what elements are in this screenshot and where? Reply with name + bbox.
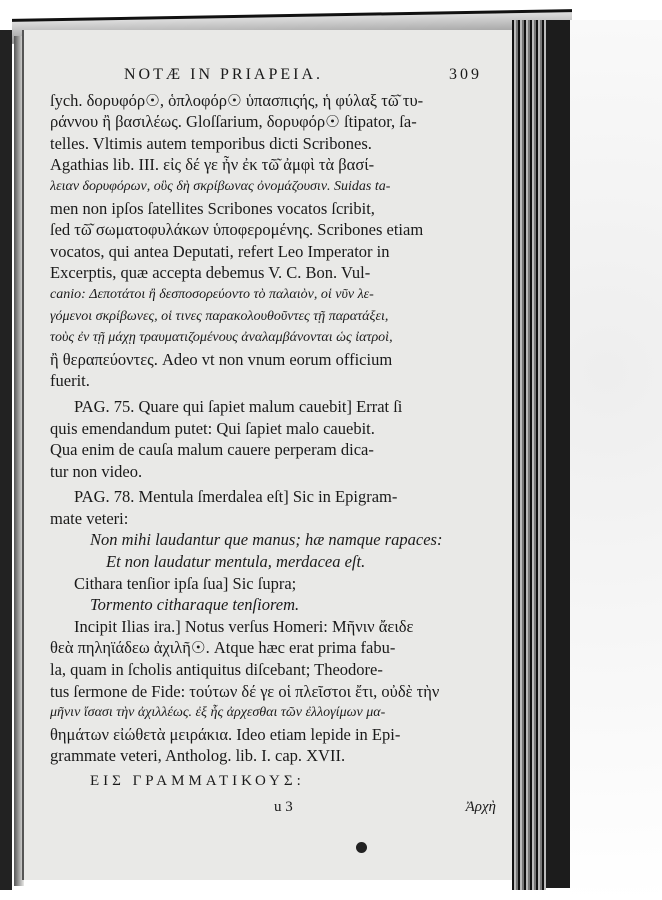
text-line: Qua enim de cauſa malum cauere perperam dica- [50,440,374,460]
text-line: θεὰ πηληϊάδεω ἀχιλῆ☉. Atque hæc erat prima fabu- [50,638,396,658]
text-line: fuerit. [50,371,90,391]
ink-spot [356,842,367,853]
book-cover-board [546,20,570,888]
running-head-title: NOTÆ IN PRIAPEIA. [124,66,323,83]
text-line: canio: Δεπoτάτοι ἢ δεσποσορεύοντο τὸ παλαιὸν, οἱ νῦν λε- [50,286,374,302]
note-pag-78: PAG. 78. Mentula ſmerdalea eſt] Sic in Epigram- [74,487,398,507]
running-head [50,64,502,86]
text-line: τοὺς ἐν τῇ μάχῃ τραυματιζομένους ἀναλαμβάνονται ὡς ἰατροὶ, [50,330,393,346]
text-line: μῆνιν ἴσασι τὴν ἀχιλλέως. ἐξ ἧς ἀρχεσθαι τῶν ἐλλογίμων μα- [50,705,386,721]
verse-line: Tormento citharaque tenſiorem. [90,595,300,615]
text-line: mate veteri: [50,508,129,528]
page-footer [50,797,502,819]
background-bleed [570,20,662,900]
verse-line: Et non laudatur mentula, merdacea eſt. [106,552,366,572]
text-line: ſed τῶ͂ σωματοφυλάκων ὑποφερομένης. Scribones etiam [50,220,424,240]
text-line: Excerptis, quæ accepta debemus V. C. Bon. Vul- [50,263,371,283]
text-line: Cithara tenſior ipſa ſua] Sic ſupra; [74,573,297,593]
text-line: γόμενοι σκρίβωνες, οἱ τινες παρακολουθοῦντες τῇ παρατάξει, [50,308,389,324]
text-line: la, quam in ſcholis antiquitus diſcebant; Theodore- [50,660,383,680]
text-line: ράννου ἢ βασιλέως. Gloſſarium, δορυφόρ☉ ſtipator, ſa- [50,112,417,132]
text-line: ἢ θεραπεύοντες. Adeo vt non vnum eorum officium [50,349,393,369]
text-line: grammate veteri, Antholog. lib. I. cap. XVII. [50,746,346,766]
section-heading: ΕΙΣ ΓΡΑΜΜΑΤΙΚΟΥΣ: [90,773,305,789]
page-edges [512,20,546,890]
text-line: men non ipſos ſatellites Scribones vocatos ſcribit, [50,198,375,218]
book-binding [0,30,12,890]
catchword: Ἀρχὴ [465,798,496,815]
text-line: telles. Vltimis autem temporibus dicti Scribones. [50,133,372,153]
verse-line: Non mihi laudantur que manus; hæ namque rapaces: [90,530,443,550]
text-line: Agathias lib. III. εἰς δέ γε ἦν ἐκ τῶ͂ ἀμφὶ τὰ βασί- [50,155,375,175]
text-line: Incipit Ilias ira.] Notus verſus Homeri: Μῆνιν ἄειδε [74,616,414,636]
page-text [50,64,502,818]
text-line: θημάτων εἰώθετὰ μειράκια. Ideo etiam lepide in Epi- [50,724,401,744]
note-pag-75: PAG. 75. Quare qui ſapiet malum cauebit] Errat ſi [74,396,403,416]
page-number: 309 [449,66,482,83]
text-line: tur non video. [50,461,143,481]
text-line: λειαν δορυφόρων, οὓς δὴ σκρίβωνας ὀνομάζουσιν. Suidas ta- [50,178,391,194]
text-line: quis emendandum putet: Qui ſapiet malo cauebit. [50,418,375,438]
text-line: ſych. δορυφόρ☉, ὁπλοφόρ☉ ὑπασπιςής, ἡ φύλαξ τῶ͂ τυ- [50,90,424,110]
text-line: tus ſermone de Fide: τούτων δέ γε οἱ πλεῖστοι ἔτι, οὐδὲ τὴν [50,681,440,701]
signature-mark: u 3 [274,798,293,815]
text-line: vocatos, qui antea Deputati, refert Leo Imperator in [50,241,390,261]
